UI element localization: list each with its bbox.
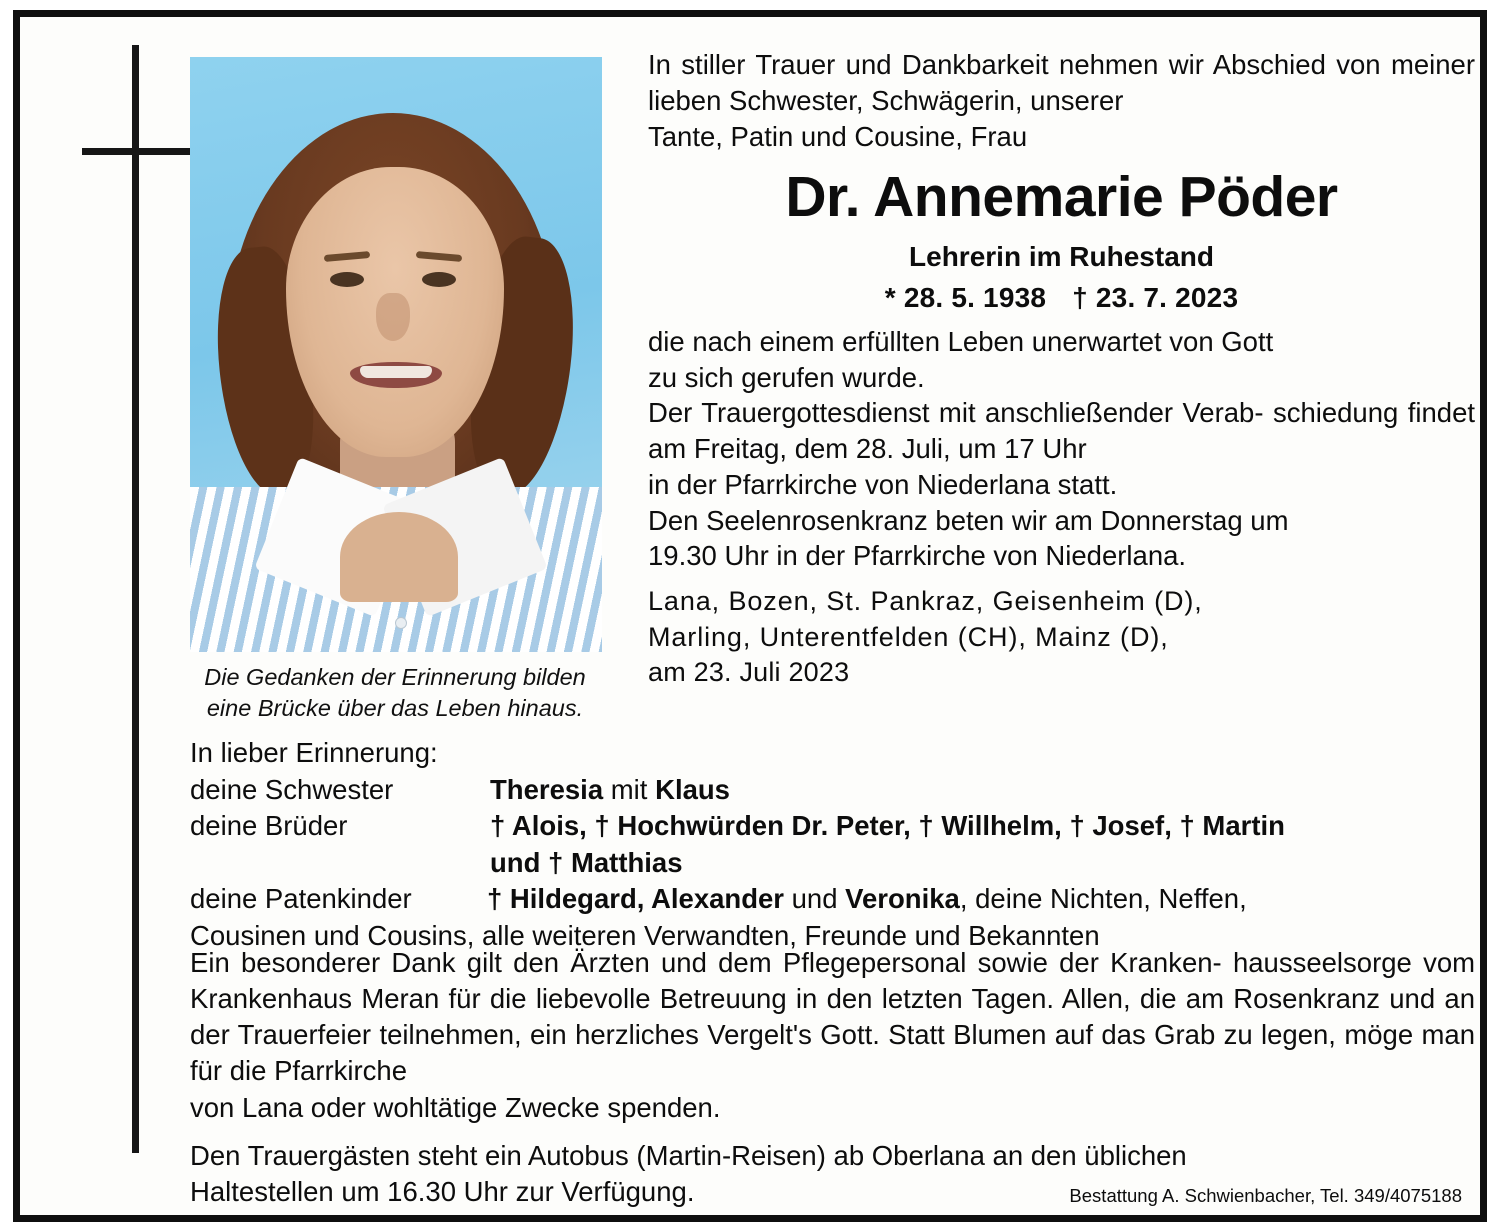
family-row-godchildren (190, 881, 1475, 918)
portrait-photo (190, 57, 602, 652)
intro-line-1: In stiller Trauer und Dankbarkeit nehmen wir Abschied (648, 49, 1326, 80)
thanks-paragraph (190, 945, 1475, 1126)
family-godchildren-label: deine Patenkinder (190, 883, 412, 915)
thanks-line-1: Ein besonderer Dank gilt den Ärzten und dem Pflegepersonal sowie der Kranken- (190, 947, 1222, 978)
family-brothers-names (490, 808, 1475, 845)
family-godchildren-rest: , deine Nichten, Neffen, (959, 883, 1247, 915)
body-paragraph (648, 324, 1475, 574)
intro-line-2: von meiner lieben Schwester, Schwägerin, unserer (648, 49, 1476, 116)
family-block (190, 735, 1475, 954)
cross-vertical-bar (132, 45, 139, 1153)
portrait-eye-right (422, 272, 456, 287)
photo-caption (175, 662, 615, 723)
family-brothers-names-bold: † Alois, † Hochwürden Dr. Peter, † Willhelm, † Josef, † Martin (490, 810, 1285, 842)
obituary-content (20, 17, 1480, 1215)
family-sister-name-2: Klaus (655, 773, 730, 805)
portrait-chest (340, 512, 458, 602)
body-line-1: die nach einem erfüllten Leben unerwartet von Gott (648, 325, 1274, 357)
family-relatives-line: Cousinen und Cousins, alle weiteren Verwandten, Freunde und Bekannten (190, 919, 1100, 951)
family-sister-name-1: Theresia (490, 773, 604, 805)
family-godchildren-conjunction: und (784, 883, 846, 915)
family-godchildren-names (487, 881, 1475, 918)
places-line-1: Lana, Bozen, St. Pankraz, Geisenheim (D), (648, 586, 1203, 617)
body-line-5: in der Pfarrkirche von Niederlana statt. (648, 468, 1118, 500)
portrait-eye-left (330, 272, 364, 287)
bus-line-2: Haltestellen um 16.30 Uhr zur Verfügung. (190, 1176, 695, 1208)
body-line-4: schiedung findet am Freitag, dem 28. Juli, um 17 Uhr (648, 397, 1476, 465)
photo-caption-line-1: Die Gedanken der Erinnerung bilden (204, 664, 586, 690)
body-line-3: Der Trauergottesdienst mit anschließender Verab- (648, 397, 1264, 429)
portrait-nose (376, 293, 410, 341)
intro-line-3: Tante, Patin und Cousine, Frau (648, 120, 1028, 152)
family-heading: In lieber Erinnerung: (190, 737, 438, 768)
family-sister-label: deine Schwester (190, 773, 394, 805)
death-date: † 23. 7. 2023 (1072, 281, 1239, 313)
family-brothers-label: deine Brüder (190, 810, 348, 842)
body-line-6: Den Seelenrosenkranz beten wir am Donnerstag um (648, 504, 1289, 536)
family-godchildren-name-1: † Hildegard, Alexander (487, 883, 784, 915)
life-dates (648, 282, 1475, 314)
places-and-date (648, 584, 1475, 691)
bus-line-1: Den Trauergästen steht ein Autobus (Martin-Reisen) ab Oberlana an den üblichen (190, 1140, 1187, 1171)
portrait-shirt-button (395, 617, 407, 629)
deceased-role: Lehrerin im Ruhestand (909, 240, 1214, 272)
body-line-2: zu sich gerufen wurde. (648, 361, 925, 393)
places-line-2: Marling, Unterentfelden (CH), Mainz (D), (648, 621, 1169, 652)
family-sister-names (490, 772, 1475, 809)
deceased-name: Dr. Annemarie Pöder (785, 165, 1338, 230)
thanks-line-3: Tagen. Allen, die am Rosenkranz und an der Trauerfeier teilnehmen, ein herzliches (190, 983, 1475, 1051)
intro-paragraph (648, 47, 1475, 154)
thanks-line-2: hausseelsorge vom Krankenhaus Meran für die liebevolle Betreuung in den letzten (190, 947, 1476, 1015)
portrait-image (190, 57, 602, 652)
body-line-7: 19.30 Uhr in der Pfarrkirche von Niederlana. (648, 540, 1187, 572)
photo-caption-line-2: eine Brücke über das Leben hinaus. (206, 694, 584, 721)
portrait-teeth (360, 366, 432, 378)
obituary-frame (13, 10, 1487, 1222)
family-row-brothers (190, 808, 1475, 845)
family-brothers-names-cont: und † Matthias (490, 846, 683, 878)
family-row-sister (190, 772, 1475, 809)
thanks-line-4: Vergelt's Gott. Statt Blumen auf das Grab zu legen, möge man für die Pfarrkirche (190, 1019, 1475, 1087)
cross-horizontal-bar (82, 148, 194, 155)
places-line-3: am 23. Juli 2023 (648, 657, 850, 688)
family-godchildren-name-2: Veronika (845, 883, 960, 915)
cross-icon (82, 45, 194, 1165)
thanks-line-5: von Lana oder wohltätige Zwecke spenden. (190, 1091, 721, 1123)
main-text-column (648, 47, 1475, 691)
undertaker-credit: Bestattung A. Schwienbacher, Tel. 349/4075188 (1069, 1185, 1462, 1206)
family-brothers-names-cont-row (490, 845, 1475, 882)
family-sister-conjunction: mit (603, 773, 656, 805)
birth-date: * 28. 5. 1938 (884, 281, 1047, 313)
